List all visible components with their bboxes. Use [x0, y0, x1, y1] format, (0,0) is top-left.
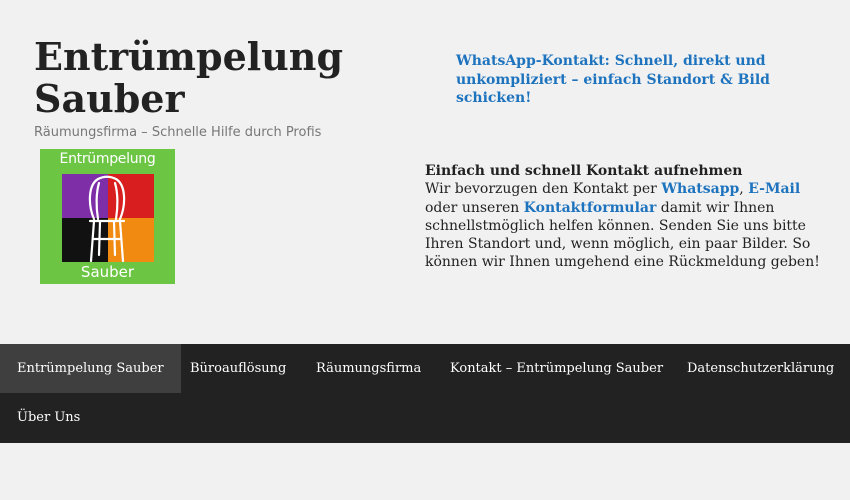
chair-icon: [82, 175, 132, 263]
contact-heading: Einfach und schnell Kontakt aufnehmen: [425, 163, 743, 179]
logo-top-text: Entrümpelung: [59, 151, 156, 167]
contact-text: [425, 180, 825, 271]
nav-item-raeumungsfirma[interactable]: Räumungsfirma: [316, 361, 422, 376]
logo-bottom-text: Sauber: [80, 263, 135, 281]
contact-text-part: oder unseren: [425, 199, 524, 216]
whatsapp-contact-link[interactable]: WhatsApp-Kontakt: Schnell, direkt und unkompliziert – einfach Standort & Bild schicken!: [456, 53, 770, 106]
nav-item-bueroaufloesung[interactable]: Büroauflösung: [190, 361, 287, 376]
main-navigation: [0, 344, 850, 443]
site-logo[interactable]: [40, 149, 175, 284]
nav-item-datenschutz[interactable]: Datenschutzerklärung: [687, 361, 835, 376]
nav-item-ueber-uns[interactable]: Über Uns: [17, 410, 81, 425]
contact-widget: [425, 162, 825, 272]
nav-item-home[interactable]: Entrümpelung Sauber: [0, 344, 181, 393]
contact-form-link[interactable]: Kontaktformular: [523, 199, 657, 216]
nav-item-kontakt[interactable]: Kontakt – Entrümpelung Sauber: [450, 361, 664, 376]
site-tagline: Räumungsfirma – Schnelle Hilfe durch Profis: [34, 125, 322, 140]
email-link[interactable]: E-Mail: [748, 181, 801, 198]
contact-text-part: Wir bevorzugen den Kontakt per: [425, 181, 662, 198]
whatsapp-link[interactable]: Whatsapp: [661, 181, 740, 198]
site-title[interactable]: Entrümpelung Sauber: [34, 34, 344, 121]
contact-text-part: damit wir Ihnen schnellstmöglich helfen können. Senden Sie uns bitte Ihren Standort und, wenn möglich, ein paar Bilder. So können wir Ihnen umgehend eine Rückmeldung geben!: [425, 199, 820, 271]
contact-text-separator: ,: [739, 181, 749, 198]
